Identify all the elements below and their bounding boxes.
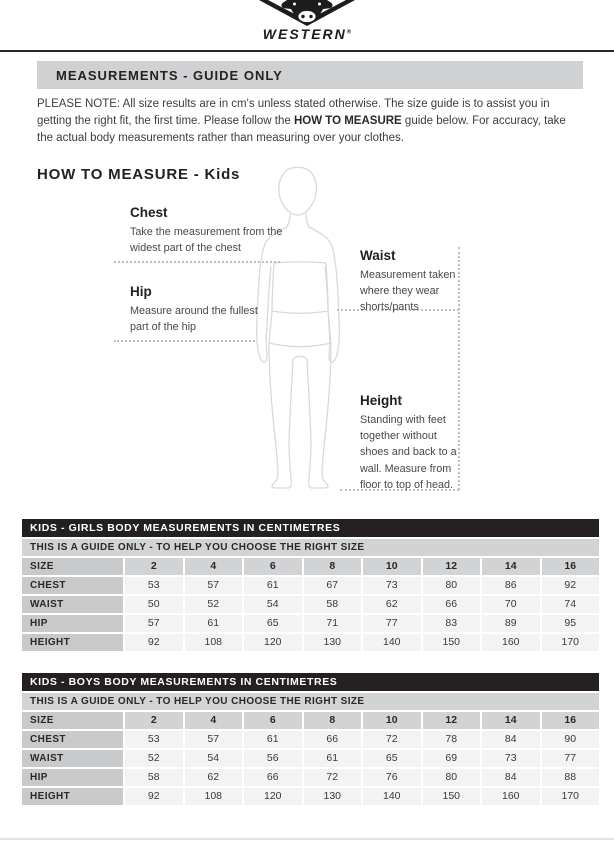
value-cell: 130 <box>304 634 362 651</box>
value-cell: 67 <box>304 577 362 594</box>
value-cell: 92 <box>125 788 183 805</box>
size-cell: 4 <box>185 712 243 729</box>
value-cell: 52 <box>185 596 243 613</box>
row-label: CHEST <box>22 577 123 594</box>
size-cell: 6 <box>244 712 302 729</box>
value-cell: 90 <box>542 731 600 748</box>
size-cell: 10 <box>363 712 421 729</box>
size-cell: 10 <box>363 558 421 575</box>
girls-table-row-size <box>22 558 599 575</box>
value-cell: 108 <box>185 634 243 651</box>
value-cell: 72 <box>363 731 421 748</box>
value-cell: 61 <box>185 615 243 632</box>
value-cell: 69 <box>423 750 481 767</box>
size-table-girls <box>22 519 599 651</box>
size-cell: 14 <box>482 712 540 729</box>
waist-description: Measurement taken where they wear shorts/pants <box>360 269 456 314</box>
value-cell: 73 <box>482 750 540 767</box>
size-cell: 2 <box>125 712 183 729</box>
chest-measure-label <box>130 205 298 256</box>
value-cell: 76 <box>363 769 421 786</box>
hip-title: Hip <box>130 284 152 299</box>
boys-table-row-chest <box>22 731 599 748</box>
row-label: SIZE <box>22 712 123 729</box>
row-label: HIP <box>22 769 123 786</box>
value-cell: 84 <box>482 731 540 748</box>
value-cell: 84 <box>482 769 540 786</box>
brand-name: WESTERN® <box>262 26 352 42</box>
value-cell: 66 <box>304 731 362 748</box>
value-cell: 58 <box>304 596 362 613</box>
note-suffix: guide below. For accuracy, take the actual body measurements rather than measuring over your clothes. <box>37 115 566 144</box>
value-cell: 130 <box>304 788 362 805</box>
boys-table-row-height <box>22 788 599 805</box>
value-cell: 80 <box>423 769 481 786</box>
bottom-divider <box>0 838 614 840</box>
value-cell: 71 <box>304 615 362 632</box>
chest-description: Take the measurement from the widest part of the chest <box>130 226 283 255</box>
hip-guide-line <box>114 340 255 342</box>
value-cell: 80 <box>423 577 481 594</box>
value-cell: 108 <box>185 788 243 805</box>
size-cell: 14 <box>482 558 540 575</box>
value-cell: 95 <box>542 615 600 632</box>
chest-title: Chest <box>130 205 168 220</box>
height-description: Standing with feet together without shoes and back to a wall. Measure from floor to top of head. <box>360 414 457 491</box>
value-cell: 73 <box>363 577 421 594</box>
value-cell: 62 <box>185 769 243 786</box>
girls-table-row-chest <box>22 577 599 594</box>
value-cell: 170 <box>542 788 600 805</box>
value-cell: 62 <box>363 596 421 613</box>
value-cell: 57 <box>185 577 243 594</box>
value-cell: 56 <box>244 750 302 767</box>
page-title-text: MEASUREMENTS - GUIDE ONLY <box>56 67 283 83</box>
value-cell: 57 <box>125 615 183 632</box>
girls-table-row-hip <box>22 615 599 632</box>
value-cell: 150 <box>423 634 481 651</box>
value-cell: 77 <box>542 750 600 767</box>
value-cell: 74 <box>542 596 600 613</box>
waist-measure-label <box>360 248 466 316</box>
hip-description: Measure around the fullest part of the hip <box>130 305 258 334</box>
value-cell: 92 <box>542 577 600 594</box>
value-cell: 140 <box>363 634 421 651</box>
size-cell: 8 <box>304 712 362 729</box>
girls-table-row-waist <box>22 596 599 613</box>
boys-table-row-waist <box>22 750 599 767</box>
value-cell: 61 <box>304 750 362 767</box>
value-cell: 70 <box>482 596 540 613</box>
value-cell: 77 <box>363 615 421 632</box>
value-cell: 72 <box>304 769 362 786</box>
value-cell: 120 <box>244 634 302 651</box>
note-prefix: PLEASE NOTE: All size results are in cm's unless stated otherwise. The size guide is to assist you in getting the right fit, the first time. Please follow the <box>37 98 550 127</box>
value-cell: 88 <box>542 769 600 786</box>
row-label: HEIGHT <box>22 788 123 805</box>
height-measure-label <box>360 393 466 493</box>
value-cell: 66 <box>423 596 481 613</box>
value-cell: 86 <box>482 577 540 594</box>
value-cell: 54 <box>244 596 302 613</box>
boys-table-subtitle: THIS IS A GUIDE ONLY - TO HELP YOU CHOOSE THE RIGHT SIZE <box>22 693 599 710</box>
row-label: WAIST <box>22 750 123 767</box>
boys-table-row-size <box>22 712 599 729</box>
hip-measure-label <box>130 284 264 335</box>
measurement-tables <box>22 519 599 805</box>
size-cell: 8 <box>304 558 362 575</box>
size-cell: 16 <box>542 712 600 729</box>
height-title: Height <box>360 393 402 408</box>
size-cell: 6 <box>244 558 302 575</box>
value-cell: 58 <box>125 769 183 786</box>
value-cell: 53 <box>125 731 183 748</box>
waist-title: Waist <box>360 248 396 263</box>
value-cell: 50 <box>125 596 183 613</box>
value-cell: 53 <box>125 577 183 594</box>
registered-mark: ® <box>346 29 352 36</box>
girls-table-row-height <box>22 634 599 651</box>
girls-table-title: KIDS - GIRLS BODY MEASUREMENTS IN CENTIMETRES <box>22 519 599 537</box>
boys-table-title: KIDS - BOYS BODY MEASUREMENTS IN CENTIMETRES <box>22 673 599 691</box>
value-cell: 57 <box>185 731 243 748</box>
size-cell: 12 <box>423 712 481 729</box>
value-cell: 160 <box>482 788 540 805</box>
value-cell: 65 <box>363 750 421 767</box>
size-cell: 4 <box>185 558 243 575</box>
how-to-measure-heading: HOW TO MEASURE - Kids <box>37 166 241 183</box>
value-cell: 52 <box>125 750 183 767</box>
row-label: SIZE <box>22 558 123 575</box>
value-cell: 92 <box>125 634 183 651</box>
note-bold: HOW TO MEASURE <box>293 115 402 127</box>
value-cell: 78 <box>423 731 481 748</box>
size-cell: 12 <box>423 558 481 575</box>
size-cell: 2 <box>125 558 183 575</box>
row-label: HEIGHT <box>22 634 123 651</box>
value-cell: 65 <box>244 615 302 632</box>
value-cell: 61 <box>244 731 302 748</box>
value-cell: 140 <box>363 788 421 805</box>
value-cell: 120 <box>244 788 302 805</box>
value-cell: 150 <box>423 788 481 805</box>
girls-table-subtitle: THIS IS A GUIDE ONLY - TO HELP YOU CHOOSE THE RIGHT SIZE <box>22 539 599 556</box>
row-label: HIP <box>22 615 123 632</box>
value-cell: 54 <box>185 750 243 767</box>
value-cell: 170 <box>542 634 600 651</box>
size-table-boys <box>22 673 599 805</box>
chest-guide-line <box>114 261 280 263</box>
size-cell: 16 <box>542 558 600 575</box>
row-label: WAIST <box>22 596 123 613</box>
value-cell: 66 <box>244 769 302 786</box>
row-label: CHEST <box>22 731 123 748</box>
value-cell: 160 <box>482 634 540 651</box>
value-cell: 61 <box>244 577 302 594</box>
value-cell: 89 <box>482 615 540 632</box>
value-cell: 83 <box>423 615 481 632</box>
boys-table-row-hip <box>22 769 599 786</box>
